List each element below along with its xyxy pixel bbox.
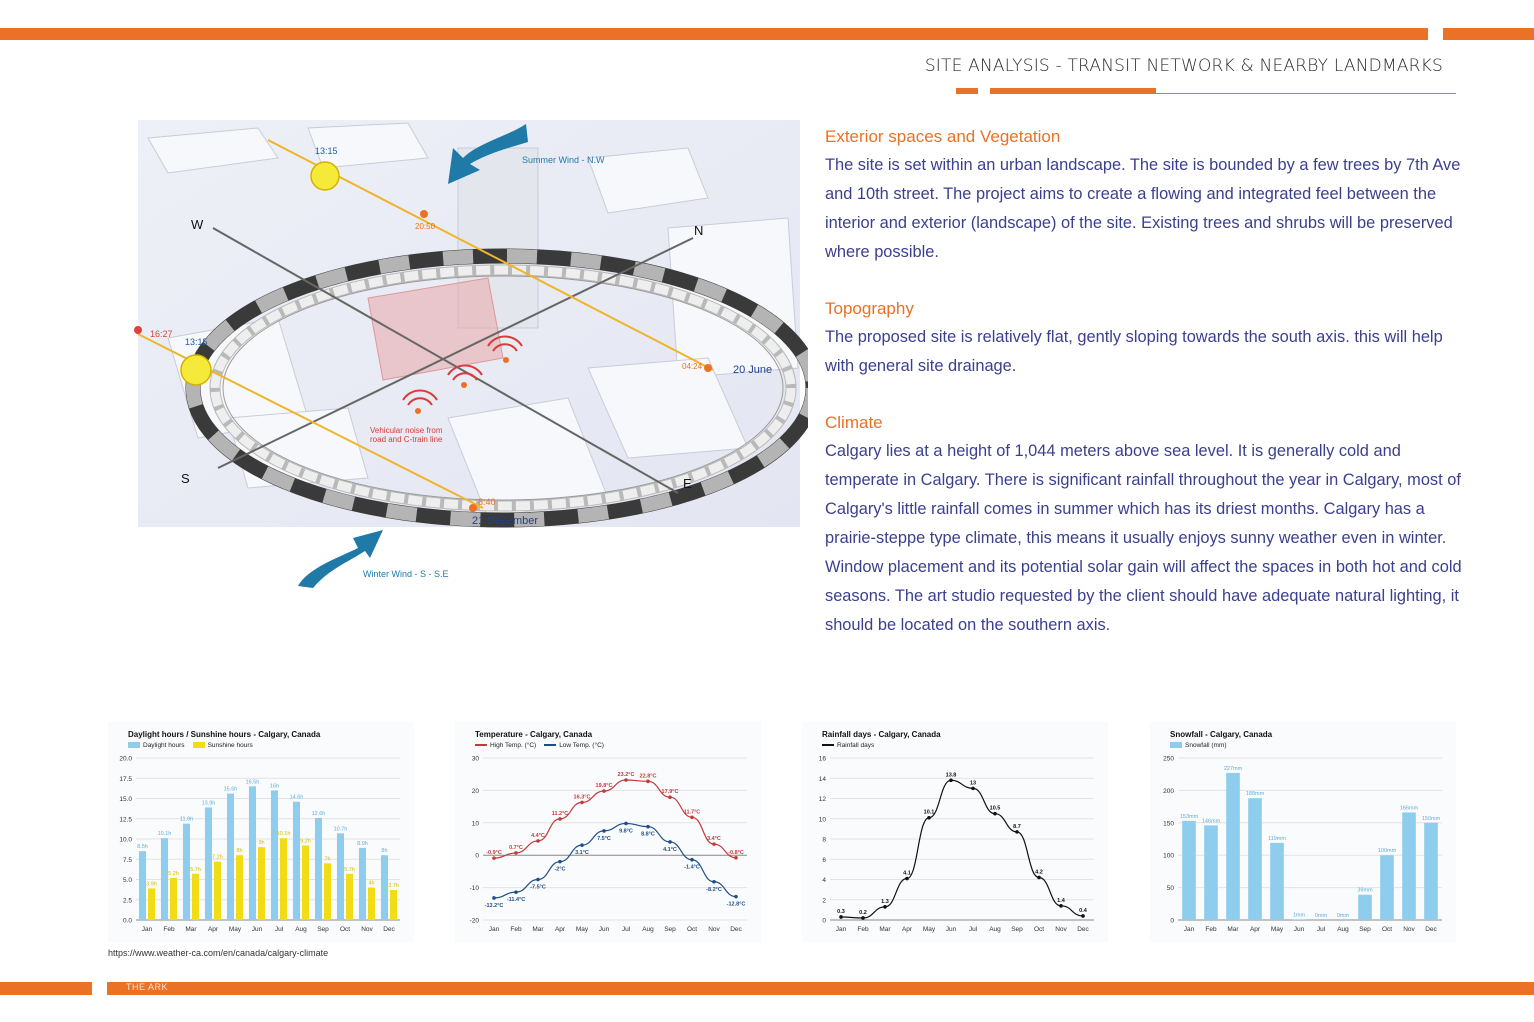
section-body-vegetation: The site is set within an urban landscape. The site is bounded by a few trees by 7th Ave and 10th street. The project aims to create a flowing and integrated feel between the interior and exterior (landscape) of the site. Existing trees and shrubs will be preserved where possible. bbox=[825, 156, 1461, 261]
bar bbox=[236, 855, 243, 920]
data-label: 3.7h bbox=[388, 883, 399, 890]
data-point bbox=[1015, 830, 1019, 834]
y-tick-label: 150 bbox=[1163, 820, 1174, 828]
title-accent-small bbox=[956, 88, 978, 94]
data-label: 16.3°C bbox=[573, 794, 591, 801]
y-tick-label: 5.0 bbox=[122, 877, 132, 884]
x-tick-label: Aug bbox=[989, 926, 1001, 933]
x-tick-label: Aug bbox=[642, 926, 654, 933]
data-point bbox=[624, 822, 628, 826]
y-tick-label: 17.5 bbox=[119, 775, 132, 783]
bar bbox=[205, 807, 212, 920]
x-tick-label: Oct bbox=[1033, 926, 1045, 933]
data-label: 13.9h bbox=[201, 800, 216, 807]
y-tick-label: 200 bbox=[1163, 787, 1174, 795]
y-tick-label: 12 bbox=[818, 796, 826, 803]
data-label: 4.4°C bbox=[531, 832, 545, 839]
bar bbox=[271, 790, 278, 920]
x-tick-label: Nov bbox=[1055, 926, 1067, 933]
data-label: 150mm bbox=[1421, 815, 1441, 822]
data-label: 8.9h bbox=[357, 840, 368, 847]
data-point bbox=[558, 817, 562, 821]
x-tick-label: Oct bbox=[1381, 926, 1393, 933]
data-label: 12.6h bbox=[311, 810, 326, 817]
data-label: 9h bbox=[258, 840, 265, 847]
x-tick-label: Jul bbox=[274, 926, 284, 933]
data-label: 5.7h bbox=[190, 866, 201, 873]
y-tick-label: 0 bbox=[1170, 917, 1174, 925]
x-tick-label: Jan bbox=[141, 926, 153, 933]
data-label: 16h bbox=[269, 783, 280, 790]
data-label: 0.7°C bbox=[509, 844, 523, 851]
y-tick-label: 2.5 bbox=[122, 897, 132, 905]
temperature-chart bbox=[455, 722, 761, 942]
data-point bbox=[1059, 904, 1063, 908]
section-body-topography: The proposed site is relatively flat, gently sloping towards the south axis. this will help with general site drainage. bbox=[825, 328, 1443, 375]
data-point bbox=[690, 815, 694, 819]
data-label: -11.4°C bbox=[506, 897, 526, 904]
data-label: 13 bbox=[969, 780, 977, 787]
top-accent-bar-right bbox=[1443, 28, 1534, 40]
data-point bbox=[712, 842, 716, 846]
x-tick-label: Sep bbox=[1359, 926, 1371, 933]
bar bbox=[293, 802, 300, 920]
data-point bbox=[668, 840, 672, 844]
bar bbox=[381, 855, 388, 920]
y-tick-label: 250 bbox=[1163, 755, 1174, 763]
data-point bbox=[580, 801, 584, 805]
bar bbox=[192, 874, 199, 920]
x-tick-label: Sep bbox=[1011, 926, 1023, 933]
x-tick-label: Nov bbox=[361, 926, 373, 933]
data-label: 7.2h bbox=[212, 854, 223, 861]
series-line bbox=[494, 780, 736, 858]
y-tick-label: 7.5 bbox=[122, 856, 132, 864]
data-label: 10.1h bbox=[157, 831, 172, 838]
y-tick-label: 8 bbox=[822, 836, 826, 844]
y-tick-label: 0 bbox=[475, 852, 479, 860]
bar bbox=[390, 890, 397, 920]
data-label: -12.8°C bbox=[726, 901, 746, 908]
data-label: 23.2°C bbox=[617, 772, 635, 779]
data-label: 1mm bbox=[1292, 912, 1306, 919]
data-label: 8.5h bbox=[137, 844, 148, 851]
time-winter-label: 13:15 bbox=[185, 337, 208, 347]
section-heading-climate: Climate bbox=[825, 413, 883, 432]
winter-wind-arrow-icon bbox=[298, 530, 383, 588]
compass-north: N bbox=[694, 223, 704, 238]
winter-wind-label: Winter Wind - S - S.E bbox=[363, 569, 449, 579]
noise-label-line2: road and C-train line bbox=[370, 435, 443, 444]
data-point bbox=[668, 795, 672, 799]
y-tick-label: 15.0 bbox=[119, 796, 132, 803]
data-label: 10.7h bbox=[333, 826, 348, 833]
bar bbox=[315, 818, 322, 920]
data-label: 1.4 bbox=[1057, 897, 1065, 904]
title-accent-bar bbox=[990, 88, 1156, 94]
data-label: 19.8°C bbox=[595, 783, 613, 790]
data-point bbox=[536, 878, 540, 882]
bar bbox=[302, 845, 309, 920]
time-right-label: 04:24 bbox=[682, 362, 703, 371]
y-tick-label: 0.0 bbox=[122, 917, 132, 925]
data-label: 9.2h bbox=[300, 838, 311, 845]
bar bbox=[280, 838, 287, 920]
time-left-label: 16:27 bbox=[150, 329, 173, 339]
bar bbox=[346, 874, 353, 920]
x-tick-label: Aug bbox=[1337, 926, 1349, 933]
sun-path-diagram bbox=[108, 118, 808, 598]
compass-south: S bbox=[181, 471, 190, 486]
x-tick-label: Feb bbox=[1205, 926, 1217, 933]
data-label: 17.9°C bbox=[661, 789, 679, 796]
y-tick-label: 30 bbox=[471, 755, 479, 763]
data-label: 39mm bbox=[1357, 887, 1373, 894]
compass-west: W bbox=[191, 217, 204, 232]
data-point bbox=[1037, 876, 1041, 880]
bar bbox=[1204, 825, 1218, 920]
section-body-climate: Calgary lies at a height of 1,044 meters above sea level. It is generally cold and temperate in Calgary. There is significant rainfall throughout the year in Calgary, most of Calgary's little rainfall comes in summer which has its driest months. Calgary has a prairie-steppe type climate, this means it usually enjoys sunny weather even in winter. Window placement and its potential solar gain will affect the spaces in both hot and cold seasons. The art studio requested by the client should have adequate natural lighting, it should be located on the southern axis. bbox=[825, 442, 1462, 634]
y-tick-label: 16 bbox=[818, 755, 826, 763]
data-label: -2°C bbox=[554, 866, 566, 873]
legend-rainfall: Rainfall days bbox=[837, 742, 875, 749]
data-label: 10.5 bbox=[989, 805, 1001, 812]
data-label: 0.2 bbox=[859, 909, 867, 916]
data-label: 153mm bbox=[1179, 813, 1199, 820]
data-point bbox=[905, 877, 909, 881]
x-tick-label: Oct bbox=[339, 926, 351, 933]
data-point bbox=[646, 780, 650, 784]
x-tick-label: Oct bbox=[686, 926, 698, 933]
snowfall-chart bbox=[1150, 722, 1456, 942]
data-label: 11.7°C bbox=[683, 809, 701, 816]
chart-plot bbox=[802, 722, 1108, 942]
time-bottom-label: 8:40 bbox=[478, 497, 496, 507]
y-tick-label: 50 bbox=[1166, 885, 1174, 893]
y-tick-label: 12.5 bbox=[119, 816, 132, 824]
bar bbox=[1182, 821, 1196, 920]
y-tick-label: 0 bbox=[822, 917, 826, 925]
y-tick-label: 4 bbox=[822, 877, 826, 884]
y-tick-label: 6 bbox=[822, 856, 826, 864]
x-tick-label: Aug bbox=[295, 926, 307, 933]
data-label: 119mm bbox=[1268, 835, 1286, 842]
noise-label-line1: Vehicular noise from bbox=[370, 426, 443, 435]
data-label: 100mm bbox=[1377, 848, 1397, 855]
x-tick-label: Apr bbox=[207, 926, 219, 933]
x-tick-label: Jun bbox=[1293, 926, 1305, 933]
bar bbox=[1248, 798, 1262, 920]
chart-plot bbox=[108, 722, 414, 942]
data-label: 7.5°C bbox=[597, 835, 611, 842]
data-label: 166mm bbox=[1399, 805, 1419, 812]
x-tick-label: Dec bbox=[730, 926, 742, 933]
data-label: 11.9h bbox=[179, 816, 194, 823]
y-tick-label: 100 bbox=[1163, 852, 1174, 860]
y-tick-label: 20 bbox=[471, 787, 479, 795]
section-heading-vegetation: Exterior spaces and Vegetation bbox=[825, 127, 1061, 146]
data-label: -0.9°C bbox=[486, 850, 502, 857]
data-label: 5.7h bbox=[344, 866, 355, 873]
daylight-chart bbox=[108, 722, 414, 942]
chart-title: Rainfall days - Calgary, Canada bbox=[822, 730, 941, 739]
y-tick-label: 20.0 bbox=[119, 755, 132, 763]
page-title: SITE ANALYSIS - TRANSIT NETWORK & NEARBY LANDMARKS bbox=[924, 56, 1443, 76]
x-tick-label: Mar bbox=[532, 926, 544, 933]
x-tick-label: Feb bbox=[510, 926, 522, 933]
chart-title: Daylight hours / Sunshine hours - Calgary, Canada bbox=[128, 730, 321, 739]
data-point bbox=[993, 812, 997, 816]
x-tick-label: May bbox=[922, 926, 936, 933]
data-point bbox=[602, 789, 606, 793]
x-tick-label: Dec bbox=[383, 926, 395, 933]
y-tick-label: 10 bbox=[818, 816, 826, 824]
data-label: 4.2 bbox=[1035, 869, 1043, 876]
data-label: 4.1°C bbox=[663, 846, 677, 853]
legend-high: High Temp. (°C) bbox=[490, 742, 537, 749]
bar bbox=[258, 847, 265, 920]
bar bbox=[337, 833, 344, 920]
x-tick-label: Nov bbox=[708, 926, 720, 933]
x-tick-label: Jul bbox=[621, 926, 631, 933]
data-label: -8.2°C bbox=[706, 886, 722, 893]
x-tick-label: Mar bbox=[1227, 926, 1239, 933]
data-label: 8.7 bbox=[1013, 823, 1021, 830]
data-label: 8h bbox=[381, 848, 388, 855]
data-point bbox=[558, 860, 562, 864]
data-label: 8h bbox=[236, 848, 243, 855]
x-tick-label: Jul bbox=[1316, 926, 1326, 933]
data-label: 22.8°C bbox=[639, 773, 657, 780]
data-label: 5.2h bbox=[168, 870, 179, 877]
data-label: 0.4 bbox=[1079, 907, 1087, 914]
data-label: 0mm bbox=[1336, 913, 1350, 919]
bar bbox=[1424, 823, 1438, 920]
y-tick-label: 14 bbox=[818, 775, 826, 783]
x-tick-label: Mar bbox=[879, 926, 891, 933]
data-point bbox=[492, 896, 496, 900]
x-tick-label: May bbox=[228, 926, 242, 933]
december-label: 21 December bbox=[472, 515, 539, 527]
y-tick-label: 10 bbox=[471, 820, 479, 828]
bar bbox=[148, 888, 155, 920]
section-heading-topography: Topography bbox=[825, 299, 914, 318]
data-label: 9.8°C bbox=[619, 828, 633, 835]
compass-east: E bbox=[683, 476, 692, 491]
x-tick-label: Jul bbox=[968, 926, 978, 933]
title-underline bbox=[1156, 93, 1456, 94]
bar bbox=[227, 794, 234, 920]
chart-plot bbox=[1150, 722, 1456, 942]
x-tick-label: Jan bbox=[1183, 926, 1195, 933]
data-label: 0mm bbox=[1314, 913, 1328, 919]
data-label: -13.2°C bbox=[484, 902, 504, 909]
data-point bbox=[690, 858, 694, 862]
legend-low: Low Temp. (°C) bbox=[559, 742, 604, 749]
data-point bbox=[492, 856, 496, 860]
data-point bbox=[514, 890, 518, 894]
data-point bbox=[734, 895, 738, 899]
x-tick-label: Sep bbox=[317, 926, 329, 933]
data-label: 16.5h bbox=[245, 779, 260, 786]
bar bbox=[170, 878, 177, 920]
bar bbox=[368, 888, 375, 920]
series-line bbox=[841, 780, 1083, 918]
x-tick-label: Apr bbox=[901, 926, 913, 933]
data-label: 14.6h bbox=[289, 794, 304, 801]
time-sunset-label: 20:50 bbox=[415, 222, 436, 231]
data-point bbox=[514, 851, 518, 855]
data-label: 4h bbox=[368, 880, 375, 887]
data-point bbox=[1081, 914, 1085, 918]
x-tick-label: Jan bbox=[488, 926, 500, 933]
data-point bbox=[580, 843, 584, 847]
data-label: 15.6h bbox=[223, 786, 238, 793]
data-label: -7.5°C bbox=[530, 884, 546, 891]
data-point bbox=[734, 856, 738, 860]
bar bbox=[1270, 843, 1284, 920]
chart-title: Temperature - Calgary, Canada bbox=[475, 730, 593, 739]
top-accent-bar bbox=[0, 28, 1428, 40]
data-label: 4.1 bbox=[903, 870, 911, 877]
bar bbox=[1402, 812, 1416, 920]
data-point bbox=[927, 816, 931, 820]
data-label: 10.1 bbox=[923, 809, 935, 816]
data-label: 3.4°C bbox=[707, 836, 721, 843]
legend-sunshine: Sunshine hours bbox=[207, 742, 253, 749]
bar bbox=[359, 848, 366, 920]
data-point bbox=[712, 880, 716, 884]
data-point bbox=[536, 839, 540, 843]
bar bbox=[324, 863, 331, 920]
x-tick-label: Mar bbox=[185, 926, 197, 933]
data-label: 0.3 bbox=[837, 908, 845, 915]
bar bbox=[139, 851, 146, 920]
data-label: 10.1h bbox=[276, 831, 291, 838]
chart-plot bbox=[455, 722, 761, 942]
x-tick-label: Dec bbox=[1425, 926, 1437, 933]
data-point bbox=[839, 915, 843, 919]
rainfall-chart bbox=[802, 722, 1108, 942]
june-label: 20 June bbox=[733, 364, 773, 376]
data-label: 11.2°C bbox=[551, 810, 569, 817]
x-tick-label: Jun bbox=[945, 926, 957, 933]
legend-snowfall: Snowfall (mm) bbox=[1185, 742, 1227, 749]
x-tick-label: May bbox=[575, 926, 589, 933]
analysis-text bbox=[825, 123, 1465, 668]
x-tick-label: Feb bbox=[857, 926, 869, 933]
y-tick-label: 2 bbox=[822, 897, 826, 905]
bar bbox=[249, 786, 256, 920]
data-label: 1.3 bbox=[881, 898, 889, 905]
data-label: 8.8°C bbox=[641, 831, 655, 838]
bar bbox=[1226, 773, 1240, 920]
summer-wind-label: Summer Wind - N.W bbox=[522, 155, 605, 165]
data-label: 227mm bbox=[1223, 765, 1243, 772]
data-label: 13.8 bbox=[945, 772, 957, 779]
bar bbox=[161, 838, 168, 920]
footer-bar bbox=[107, 982, 1534, 995]
legend-daylight: Daylight hours bbox=[143, 742, 185, 749]
data-point bbox=[646, 825, 650, 829]
data-point bbox=[883, 905, 887, 909]
bar bbox=[183, 824, 190, 920]
x-tick-label: Feb bbox=[163, 926, 175, 933]
x-tick-label: May bbox=[1270, 926, 1284, 933]
x-tick-label: Jun bbox=[598, 926, 610, 933]
x-tick-label: Nov bbox=[1403, 926, 1415, 933]
time-summer-label: 13:15 bbox=[315, 146, 338, 156]
bar bbox=[1358, 895, 1372, 920]
bar bbox=[1292, 919, 1306, 920]
data-label: -1.4°C bbox=[684, 864, 700, 871]
y-tick-label: -20 bbox=[469, 917, 479, 925]
data-label: -0.8°C bbox=[728, 849, 744, 856]
x-tick-label: Jun bbox=[251, 926, 263, 933]
data-label: 7h bbox=[324, 856, 331, 863]
data-point bbox=[602, 829, 606, 833]
data-label: 3.9h bbox=[146, 881, 157, 888]
data-label: 3.1°C bbox=[575, 850, 589, 857]
footer-label: THE ARK bbox=[126, 982, 169, 992]
bar bbox=[1380, 855, 1394, 920]
data-point bbox=[949, 778, 953, 782]
data-point bbox=[861, 916, 865, 920]
data-point bbox=[971, 787, 975, 791]
data-label: 146mm bbox=[1201, 818, 1221, 825]
footer-bar-left bbox=[0, 982, 92, 995]
x-tick-label: Sep bbox=[664, 926, 676, 933]
x-tick-label: Dec bbox=[1077, 926, 1089, 933]
x-tick-label: Apr bbox=[1249, 926, 1261, 933]
bar bbox=[214, 862, 221, 920]
source-link[interactable]: https://www.weather-ca.com/en/canada/calgary-climate bbox=[108, 948, 329, 958]
y-tick-label: 10.0 bbox=[119, 836, 132, 844]
data-label: 188mm bbox=[1245, 791, 1265, 798]
x-tick-label: Apr bbox=[554, 926, 566, 933]
y-tick-label: -10 bbox=[469, 885, 479, 893]
chart-title: Snowfall - Calgary, Canada bbox=[1170, 730, 1273, 739]
x-tick-label: Jan bbox=[835, 926, 847, 933]
data-point bbox=[624, 778, 628, 782]
